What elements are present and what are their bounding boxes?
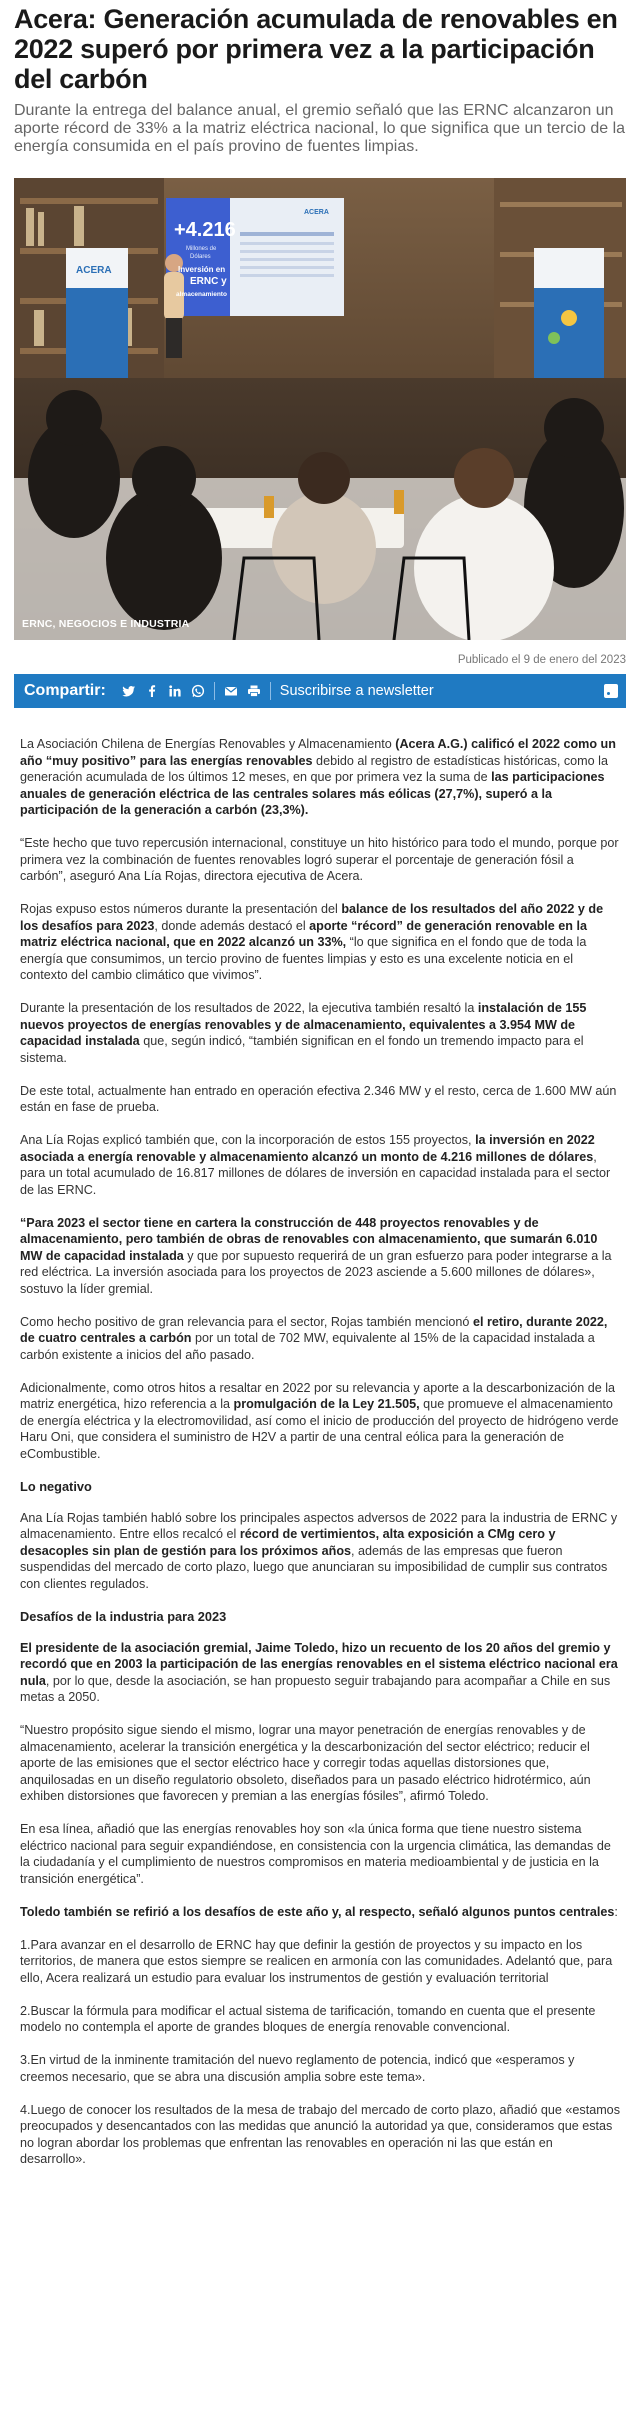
subscribe-newsletter-link[interactable]: Suscribirse a newsletter xyxy=(279,683,434,699)
share-icons-extra xyxy=(224,684,261,698)
paragraph: Adicionalmente, como otros hitos a resaltar en 2022 por su relevancia y aporte a la descarbonización de la matriz energética, hizo referencia a la promulgación de la Ley 21.505, que promueve el almacenamiento de energía eléctrica y la electromovilidad, así como el inicio de producción del proyecto de hidrógeno verde Haru Oni, que considera el suministro de H2V a partir de una central eólica para la generación de eCombustible. xyxy=(20,1380,619,1461)
publish-date: Publicado el 9 de enero del 2023 xyxy=(457,654,626,666)
article-lead: Durante la entrega del balance anual, el gremio señaló que las ERNC alcanzaron un aporte récord de 33% a la matriz eléctrica nacional, lo que significa que un tercio de la energía consumida en el país provino de fuentes limpias. xyxy=(14,102,626,155)
paragraph: “Este hecho que tuvo repercusión internacional, constituye un hito histórico para todo el mundo, porque por primera vez la combinación de fuentes renovables logró superar el porcentaje de generación fósil a carbón”, aseguró Ana Lía Rojas, directora ejecutiva de Acera. xyxy=(20,836,619,883)
paragraph: La Asociación Chilena de Energías Renovables y Almacenamiento (Acera A.G.) calificó el 2022 como un año “muy positivo” para las energías renovables debido al registro de estadísticas históricas, como la generación acumulada de los últimos 12 meses, en que por primera vez la suma de las participaciones anuales de generación eléctrica de las centrales solares más eólicas (27,7%), superó a la participación de la generación a carbón (23,3%). xyxy=(20,737,616,817)
paragraph: En esa línea, añadió que las energías renovables hoy son «la única forma que tiene nuestro sistema eléctrico nacional para seguir expandiéndose, en consistencia con la urgencia climática, las demandas de la ciudadanía y el cumplimiento de nuestros compromisos en materia medioambiental y de justicia en la transición energética”. xyxy=(20,1822,611,1886)
share-divider xyxy=(214,682,215,700)
list-item: 3.En virtud de la inminente tramitación del nuevo reglamento de potencia, indicó que «esperamos y creemos necesario, que se abra una discusión amplia sobre este tema». xyxy=(20,2053,575,2084)
paragraph: Como hecho positivo de gran relevancia para el sector, Rojas también mencionó el retiro, durante 2022, de cuatro centrales a carbón por un total de 702 MW, equivalente al 15% de la capacidad instalada a carbón existente a inicios del año pasado. xyxy=(20,1314,608,1362)
whatsapp-icon[interactable] xyxy=(191,684,205,698)
twitter-icon[interactable] xyxy=(122,684,136,698)
linkedin-icon[interactable] xyxy=(168,684,182,698)
facebook-icon[interactable] xyxy=(145,684,159,698)
slide-big-number: +4.216 xyxy=(174,219,236,241)
paragraph: De este total, actualmente han entrado en operación efectiva 2.346 MW y el resto, cerca de 1.600 MW aún están en fase de prueba. xyxy=(20,1083,617,1114)
paragraph: El presidente de la asociación gremial, Jaime Toledo, hizo un recuento de los 20 años del gremio y recordó que en 2003 la participación de las energías renovables en el sistema eléctrico nacional era nula, por lo que, desde la asociación, se han propuesto seguir trabajando para acompañar a Chile en sus metas a 2050. xyxy=(20,1640,618,1704)
photo-caption: ERNC, NEGOCIOS E INDUSTRIA xyxy=(22,618,190,630)
share-bar xyxy=(14,674,626,708)
slide-line-4: ERNC y xyxy=(190,276,227,287)
section-heading: Desafíos de la industria para 2023 xyxy=(20,1608,227,1624)
banner-logo: ACERA xyxy=(76,265,112,276)
paragraph: Toledo también se refirió a los desafíos de este año y, al respecto, señaló algunos puntos centrales: xyxy=(20,1904,618,1919)
paragraph: “Para 2023 el sector tiene en cartera la construcción de 448 proyectos renovables y de almacenamiento, pero también de obras de renovables con almacenamiento, que sumarán 6.010 MW de capacidad instalada y que por supuesto requerirá de un gran esfuerzo para poder integrarse a la red eléctrica. La inversión asociada para los proyectos de 2023 asciende a 5.600 millones de dólares», sostuvo la líder gremial. xyxy=(20,1215,612,1296)
article-body xyxy=(14,708,626,2168)
rss-icon[interactable] xyxy=(604,684,618,698)
slide-line-1: Millones de xyxy=(186,246,217,252)
email-icon[interactable] xyxy=(224,684,238,698)
share-icons xyxy=(122,684,205,698)
article-photo xyxy=(14,178,626,640)
paragraph: Ana Lía Rojas también habló sobre los principales aspectos adversos de 2022 para la industria de ERNC y almacenamiento. Entre ellos recalcó el récord de vertimientos, alta exposición a CMg cero y desacoples sin plan de gestión para los próximos años, además de las empresas que fueron suspendidas del mercado de corto plazo, luego que anunciaran su imposibilidad de cumplir sus contratos con clientes regulados. xyxy=(20,1510,618,1591)
section-heading: Lo negativo xyxy=(20,1478,92,1494)
slide-line-3: Inversión en xyxy=(178,265,226,274)
slide-line-2: Dólares xyxy=(190,254,211,260)
paragraph: Durante la presentación de los resultados de 2022, la ejecutiva también resaltó la instalación de 155 nuevos proyectos de energías renovables y de almacenamiento, equivalentes a 3.954 MW de capacidad instalada que, según indicó, “también significan en el fondo un tremendo impacto para el sistema. xyxy=(20,1001,587,1065)
paragraph: Ana Lía Rojas explicó también que, con la incorporación de estos 155 proyectos, la inversión en 2022 asociada a energía renovable y almacenamiento alcanzó un monto de 4.216 millones de dólares, para un total acumulado de 16.817 millones de dólares de inversión en capacidad instalada para el sector de las ERNC. xyxy=(20,1133,611,1197)
share-label: Compartir: xyxy=(24,682,106,699)
list-item: 1.Para avanzar en el desarrollo de ERNC hay que definir la gestión de proyectos y su impacto en los territorios, de manera que estos siempre se realicen en armonía con las comunidades. Adelantó que, para ello, Acera realizará un estudio para evaluar los instrumentos de gestión y evaluación territorial xyxy=(20,1937,613,1985)
share-divider-2 xyxy=(270,682,271,700)
list-item: 4.Luego de conocer los resultados de la mesa de trabajo del mercado de corto plazo, añadió que «estamos preocupados y desencantados con las medidas que anunció la autoridad ya que, consideramos que estas no logran abordar los problemas que enfrentan las renovables en operación ni las que están en desarrollo». xyxy=(20,2102,620,2166)
paragraph: “Nuestro propósito sigue siendo el mismo, lograr una mayor penetración de energías renovables y de almacenamiento, acelerar la transición energética y la descarbonización del sector eléctrico; reducir el aporte de las emisiones que el sector eléctrico hace y corregir todas aquellas distorsiones que, anquilosadas en un diseño regulatorio obsoleto, diseñados para un pasado eléctrico hidrotérmico, aún exhiben distorsiones que favorecen y premian a las energías fósiles”, afirmó Toledo. xyxy=(20,1723,591,1803)
list-item: 2.Buscar la fórmula para modificar el actual sistema de tarificación, tomando en cuenta que el presente modelo no contempla el aporte de grandes bloques de energía renovable convencional. xyxy=(20,2003,596,2034)
slide-logo: ACERA xyxy=(304,209,329,216)
event-photo xyxy=(14,178,626,640)
paragraph: Rojas expuso estos números durante la presentación del balance de los resultados del año 2022 y de los desafíos para 2023, donde además destacó el aporte “récord” de generación renovable en la matriz eléctrica nacional, que en 2022 alcanzó un 33%, “lo que significa en el fondo que de toda la energía que consumimos, un tercio provino de fuentes limpias y esto es una excelente noticia en el contexto del cambio climático que vivimos”. xyxy=(20,902,604,982)
print-icon[interactable] xyxy=(247,684,261,698)
article-title: Acera: Generación acumulada de renovables en 2022 superó por primera vez a la participación del carbón xyxy=(14,4,618,94)
slide-line-5: almacenamiento xyxy=(176,291,227,298)
